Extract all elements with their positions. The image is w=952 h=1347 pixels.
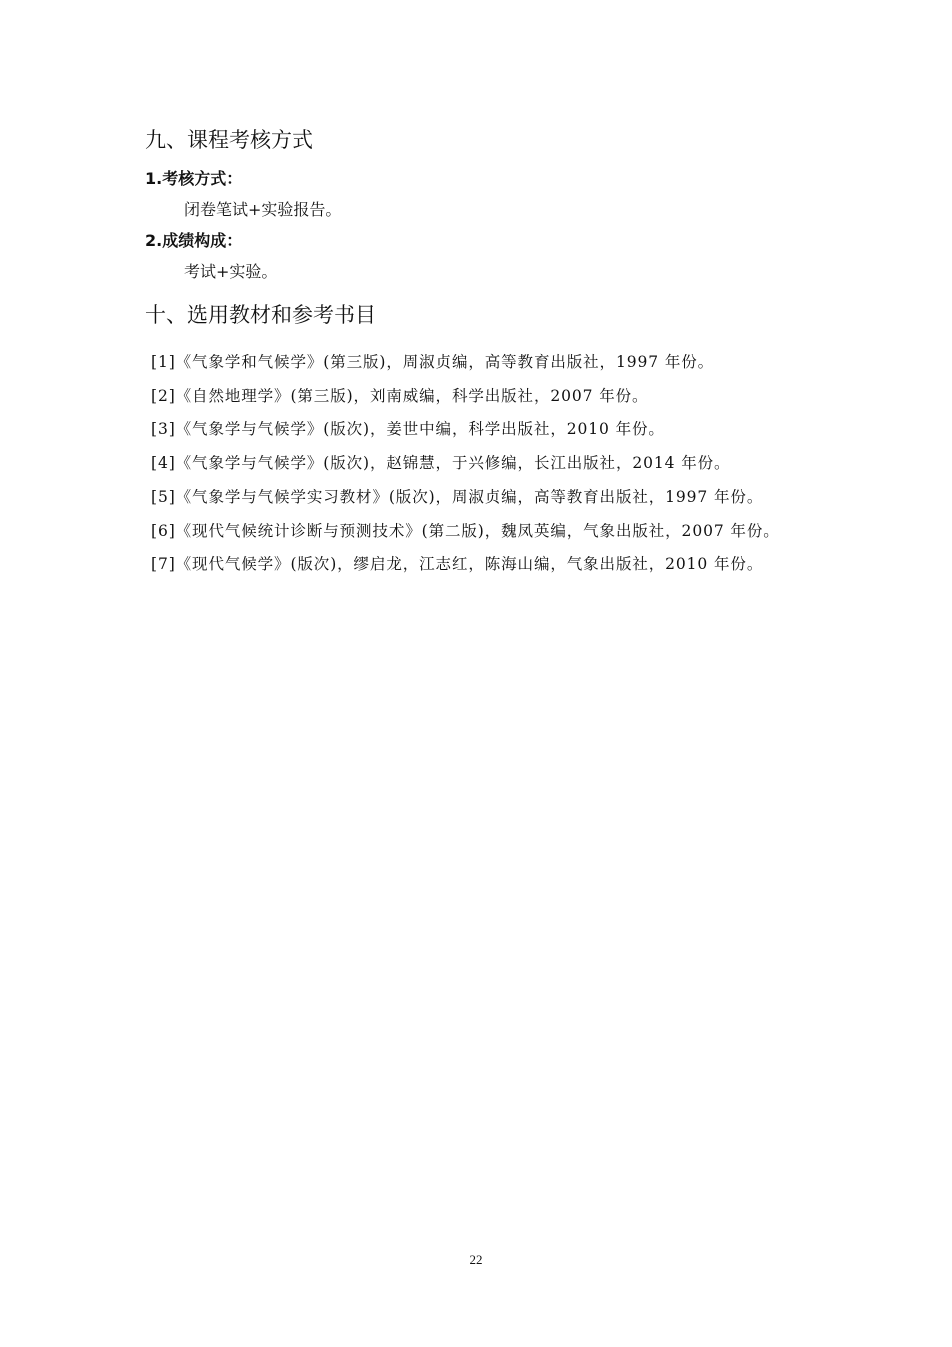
reference-text: 《气象学与气候学》(版次)，赵锦慧，于兴修编，长江出版社，2014 年份。 xyxy=(175,454,731,473)
grade-composition-label: 2.成绩构成： xyxy=(145,231,243,250)
reference-item xyxy=(145,447,810,481)
reference-number: [3] xyxy=(151,420,176,439)
reference-item xyxy=(145,548,810,582)
reference-number: [7] xyxy=(151,555,176,574)
reference-text: 《现代气候学》(版次)，缪启龙，江志红，陈海山编，气象出版社，2010 年份。 xyxy=(175,555,764,574)
reference-text: 《气象学与气候学实习教材》(版次)，周淑贞编，高等教育出版社，1997 年份。 xyxy=(175,487,764,506)
reference-list xyxy=(145,346,810,582)
reference-number: [6] xyxy=(151,521,176,540)
reference-text: 《现代气候统计诊断与预测技术》(第二版)，魏凤英编，气象出版社，2007 年份。 xyxy=(175,521,780,540)
page-number: 22 xyxy=(469,1252,483,1267)
assessment-method-label: 1.考核方式： xyxy=(145,169,243,188)
reference-text: 《自然地理学》(第三版)，刘南威编，科学出版社，2007 年份。 xyxy=(175,386,649,405)
reference-number: [4] xyxy=(151,454,176,473)
grade-composition-text: 考试+实验。 xyxy=(184,262,278,281)
reference-text: 《气象学与气候学》(版次)，姜世中编，科学出版社，2010 年份。 xyxy=(175,420,665,439)
reference-item xyxy=(145,515,810,549)
reference-item xyxy=(145,413,810,447)
reference-text: 《气象学和气候学》(第三版)，周淑贞编，高等教育出版社，1997 年份。 xyxy=(175,353,715,371)
assessment-method-text: 闭卷笔试+实验报告。 xyxy=(184,200,342,219)
section-heading-assessment: 九、课程考核方式 xyxy=(145,128,313,152)
reference-number: [5] xyxy=(151,487,176,506)
reference-number: [2] xyxy=(151,386,176,405)
section-heading-references: 十、选用教材和参考书目 xyxy=(145,303,376,327)
reference-item xyxy=(145,481,810,515)
reference-item xyxy=(145,346,810,380)
reference-item xyxy=(145,380,810,414)
reference-number: [1] xyxy=(151,353,176,371)
